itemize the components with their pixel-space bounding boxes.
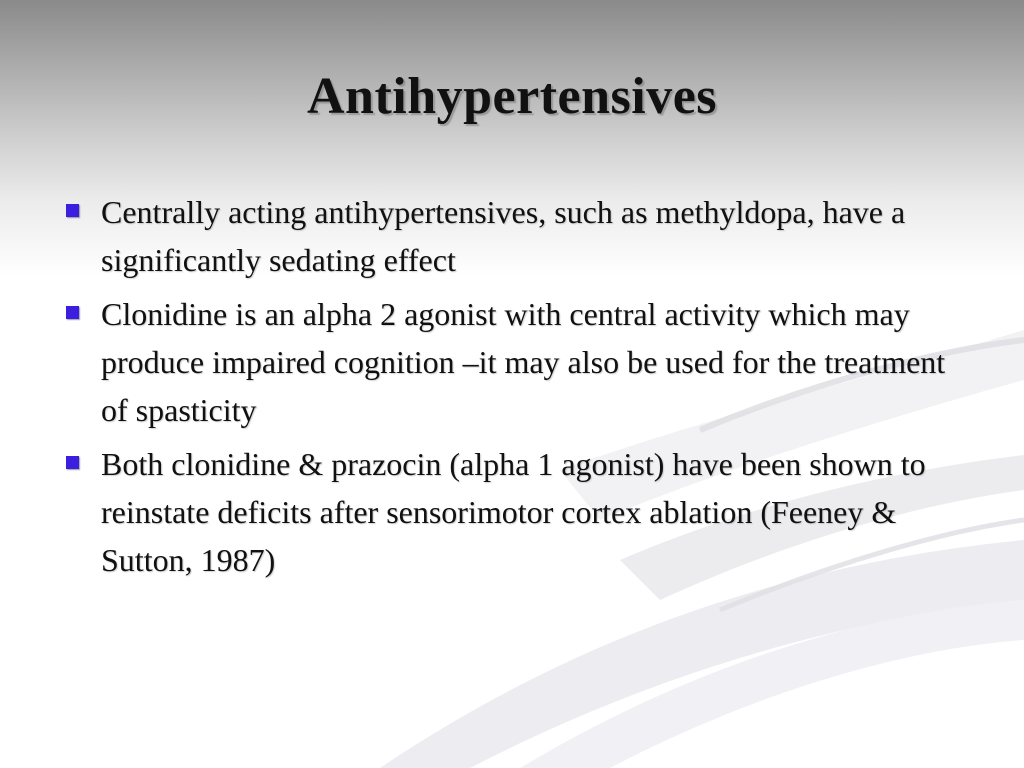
bullet-list bbox=[64, 188, 964, 590]
bullet-text: Centrally acting antihypertensives, such as methyldopa, have a significantly sedating effect bbox=[101, 194, 906, 278]
square-bullet-icon bbox=[66, 456, 79, 469]
square-bullet-icon bbox=[66, 204, 79, 217]
slide-title: Antihypertensives bbox=[306, 68, 718, 125]
bullet-item bbox=[64, 290, 964, 434]
bullet-text: Clonidine is an alpha 2 agonist with central activity which may produce impaired cognition –it may also be used for the treatment of spasticity bbox=[101, 296, 946, 428]
bullet-item bbox=[64, 188, 964, 284]
square-bullet-icon bbox=[66, 306, 79, 319]
bullet-text: Both clonidine & prazocin (alpha 1 agonist) have been shown to reinstate deficits after sensorimotor cortex ablation (Feeney & Sutton, 1987) bbox=[101, 446, 926, 578]
bullet-item bbox=[64, 440, 964, 584]
